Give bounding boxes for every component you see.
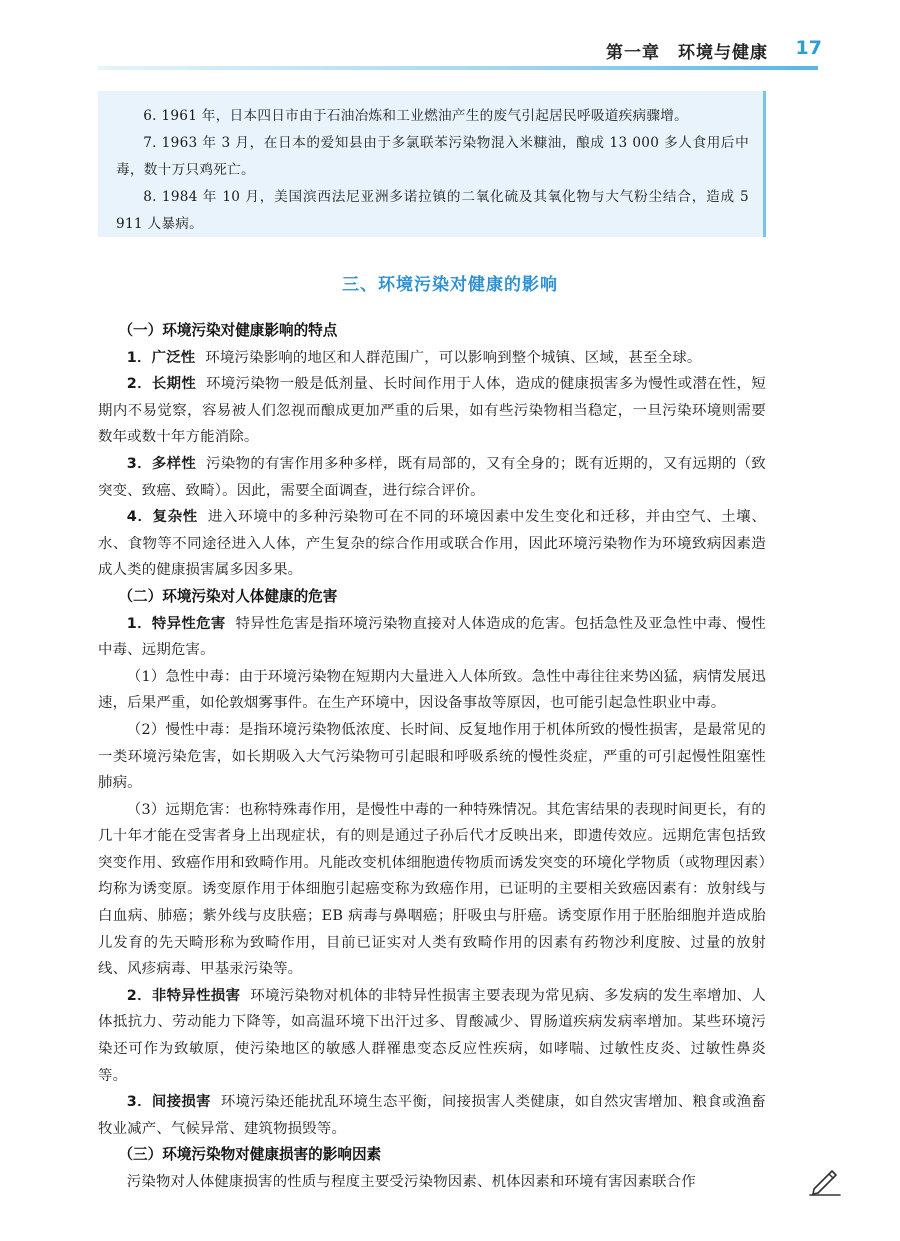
- term-breadth: 1．广泛性: [126, 349, 196, 366]
- page-number: 17: [795, 37, 822, 59]
- text-diversity: 污染物的有害作用多种多样，既有局部的，又有全身的；既有近期的，又有远期的（致突变、致癌、致畸）。因此，需要全面调查，进行综合评价。: [98, 455, 766, 499]
- term-long-term: 2．长期性: [126, 376, 197, 393]
- header-rule: [98, 66, 818, 70]
- paragraph-indirect-harm: [98, 1089, 766, 1142]
- term-complexity: 4．复杂性: [126, 509, 198, 526]
- case-item-7: 7. 1963 年 3 月，在日本的爱知县由于多氯联苯污染物混入米糠油，酿成 13 000 多人食用后中毒，数十万只鸡死亡。: [116, 135, 749, 178]
- paragraph-influencing-factors: 污染物对人体健康损害的性质与程度主要受污染物因素、机体因素和环境有害因素联合作: [126, 1174, 696, 1190]
- text-specific-harm: 特异性危害是指环境污染物直接对人体造成的危害。包括急性及亚急性中毒、慢性中毒、远期危害。: [98, 615, 767, 659]
- text-long-term: 环境污染物一般是低剂量、长时间作用于人体，造成的健康损害多为慢性或潜在性，短期内不易觉察，容易被人们忽视而酿成更加严重的后果，如有些污染物相当稳定，一旦污染环境则需要数年或数十年方能消除。: [98, 376, 766, 446]
- page-header: [0, 0, 900, 72]
- term-diversity: 3．多样性: [126, 455, 197, 472]
- term-nonspecific-harm: 2．非特异性损害: [126, 987, 241, 1004]
- paragraph-chronic-poisoning: （2）慢性中毒：是指环境污染物低浓度、长时间、反复地作用于机体所致的慢性损害，是最常见的一类环境污染危害，如长期吸入大气污染物可引起眼和呼吸系统的慢性炎症，严重的可引起慢性阻塞性肺病。: [98, 721, 766, 792]
- subsection-heading-3: （三）环境污染物对健康损害的影响因素: [118, 1146, 382, 1164]
- paragraph-nonspecific-harm: [98, 983, 766, 1089]
- chapter-title: 第一章 环境与健康: [606, 43, 768, 63]
- paragraph-specific-harm: [98, 611, 766, 664]
- subsection-heading-2: （二）环境污染对人体健康的危害: [118, 587, 338, 605]
- term-specific-harm: 1．特异性危害: [126, 615, 226, 632]
- paragraph-diversity: [98, 451, 766, 504]
- paragraph-long-term: [98, 371, 766, 451]
- text-complexity: 进入环境中的多种污染物可在不同的环境因素中发生变化和迁移，并由空气、土壤、水、食物等不同途径进入人体，产生复杂的综合作用或联合作用，因此环境污染物作为环境致病因素造成人类的健康损害属多因多果。: [98, 509, 766, 579]
- case-item-6: 6. 1961 年，日本四日市由于石油冶炼和工业燃油产生的废气引起居民呼吸道疾病骤增。: [143, 108, 689, 124]
- pen-icon: [808, 1167, 842, 1197]
- term-indirect-harm: 3．间接损害: [126, 1094, 211, 1111]
- case-list-box: [98, 91, 766, 237]
- text-nonspecific-harm: 环境污染物对机体的非特异性损害主要表现为常见病、多发病的发生率增加、人体抵抗力、劳动能力下降等，如高温环境下出汗过多、胃酸减少、胃肠道疾病发病率增加。某些环境污染还可作为致敏原，使污染地区的敏感人群罹患变态反应性疾病，如哮喘、过敏性皮炎、过敏性鼻炎等。: [98, 987, 766, 1084]
- text-indirect-harm: 环境污染还能扰乱环境生态平衡，间接损害人类健康，如自然灾害增加、粮食或渔畜牧业减产、气候异常、建筑物损毁等。: [98, 1094, 767, 1137]
- main-content: [98, 318, 766, 1196]
- case-item-8: 8. 1984 年 10 月，美国滨西法尼亚洲多诺拉镇的二氧化硫及其氧化物与大气粉尘结合，造成 5 911 人暴病。: [116, 189, 749, 232]
- paragraph-acute-poisoning: （1）急性中毒：由于环境污染物在短期内大量进入人体所致。急性中毒往往来势凶猛，病情发展迅速，后果严重，如伦敦烟雾事件。在生产环境中，因设备事故等原因，也可能引起急性职业中毒。: [98, 668, 766, 712]
- paragraph-long-term-harm: （3）远期危害：也称特殊毒作用，是慢性中毒的一种特殊情况。其危害结果的表现时间更长，有的几十年才能在受害者身上出现症状，有的则是通过子孙后代才反映出来，即遗传效应。远期危害包括致突变作用、致癌作用和致畸作用。凡能改变机体细胞遗传物质而诱发突变的环境化学物质（或物理因素）均称为诱变原。诱变原作用于体细胞引起癌变称为致癌作用，已证明的主要相关致癌因素有：放射线与白血病、肺癌；紫外线与皮肤癌；EB 病毒与鼻咽癌；肝吸虫与肝癌。诱变原作用于胚胎细胞并造成胎儿发育的先天畸形称为致畸作用，目前已证实对人类有致畸作用的因素有药物沙利度胺、过量的放射线、风疹病毒、甲基汞污染等。: [98, 801, 766, 978]
- paragraph-complexity: [98, 504, 766, 584]
- text-breadth: 环境污染影响的地区和人群范围广，可以影响到整个城镇、区域，甚至全球。: [205, 349, 702, 366]
- subsection-heading-1: （一）环境污染对健康影响的特点: [118, 322, 338, 339]
- paragraph-breadth: [98, 345, 766, 372]
- section-title: 三、环境污染对健康的影响: [342, 275, 558, 295]
